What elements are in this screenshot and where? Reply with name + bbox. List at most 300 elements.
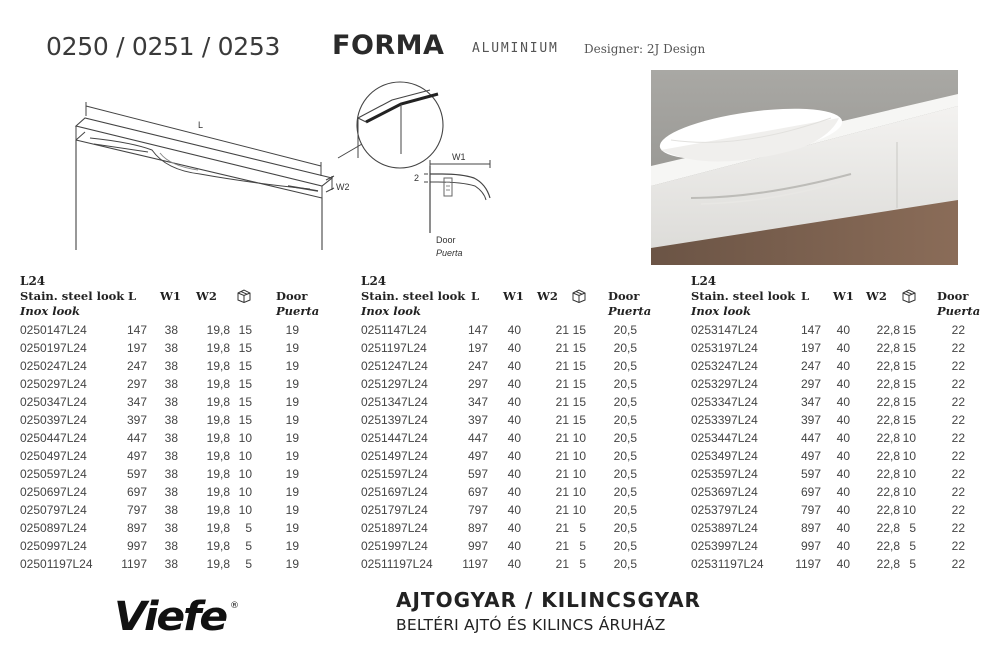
w2-value: 22,8 (876, 485, 900, 499)
w1-value: 40 (836, 359, 850, 373)
length-value: 697 (126, 485, 147, 499)
store-name: AJTOGYAR / KILINCSGYAR (396, 588, 701, 612)
table-row (20, 411, 325, 429)
table-row (20, 393, 325, 411)
length-value: 347 (126, 395, 147, 409)
length-value: 597 (800, 467, 821, 481)
w2-value: 22,8 (876, 323, 900, 337)
w2-value: 22,8 (876, 431, 900, 445)
box-icon (571, 289, 587, 303)
package-qty-value: 5 (245, 557, 252, 571)
table-header (691, 289, 996, 321)
length-value: 1197 (795, 557, 821, 571)
header (46, 30, 746, 66)
w2-value: 21 (555, 503, 569, 517)
door-value: 22 (951, 359, 965, 373)
w2-value: 22,8 (876, 341, 900, 355)
item-code: 0251347L24 (361, 395, 428, 409)
package-qty-value: 10 (572, 503, 586, 517)
header-door-sub: Puerta (937, 304, 981, 318)
table-row (361, 465, 666, 483)
w1-value: 38 (164, 485, 178, 499)
header-W2: W2 (537, 289, 558, 303)
length-value: 147 (126, 323, 147, 337)
table-row (691, 465, 996, 483)
w1-value: 40 (507, 341, 521, 355)
series-label: L24 (361, 274, 387, 288)
door-value: 20,5 (613, 503, 637, 517)
door-value: 22 (951, 539, 965, 553)
w2-value: 22,8 (876, 377, 900, 391)
package-qty-value: 15 (902, 323, 916, 337)
door-value: 19 (285, 503, 299, 517)
header-door: Door (608, 289, 640, 303)
length-value: 247 (126, 359, 147, 373)
w1-value: 40 (507, 431, 521, 445)
length-value: 597 (467, 467, 488, 481)
w1-value: 38 (164, 539, 178, 553)
door-value: 22 (951, 431, 965, 445)
table-row (691, 519, 996, 537)
door-value: 20,5 (613, 413, 637, 427)
w2-value: 22,8 (876, 557, 900, 571)
door-value: 22 (951, 521, 965, 535)
table-row (691, 321, 996, 339)
table-row (20, 519, 325, 537)
package-qty-value: 15 (572, 323, 586, 337)
item-code: 0251997L24 (361, 539, 428, 553)
length-value: 997 (126, 539, 147, 553)
table-row (691, 357, 996, 375)
length-value: 497 (126, 449, 147, 463)
w1-value: 40 (507, 359, 521, 373)
w1-value: 40 (507, 449, 521, 463)
w2-value: 19,8 (206, 341, 230, 355)
w1-value: 40 (507, 467, 521, 481)
table-header (361, 289, 666, 321)
item-code: 0251497L24 (361, 449, 428, 463)
table-row (691, 555, 996, 573)
door-value: 20,5 (613, 431, 637, 445)
table-row (361, 501, 666, 519)
w2-value: 22,8 (876, 413, 900, 427)
footer-store-text (396, 588, 716, 634)
length-value: 447 (467, 431, 488, 445)
item-code: 0251597L24 (361, 467, 428, 481)
length-value: 997 (467, 539, 488, 553)
item-code: 0250347L24 (20, 395, 87, 409)
product-material: ALUMINIUM (472, 41, 559, 56)
door-value: 22 (951, 467, 965, 481)
length-value: 197 (126, 341, 147, 355)
package-qty-value: 15 (572, 359, 586, 373)
length-value: 247 (467, 359, 488, 373)
header-door: Door (937, 289, 969, 303)
door-value: 20,5 (613, 539, 637, 553)
table-row (361, 321, 666, 339)
door-value: 19 (285, 485, 299, 499)
item-code: 0253997L24 (691, 539, 758, 553)
table-row (361, 357, 666, 375)
door-value: 22 (951, 557, 965, 571)
table-row (361, 393, 666, 411)
package-qty-value: 15 (238, 341, 252, 355)
door-value: 20,5 (613, 557, 637, 571)
w2-value: 19,8 (206, 449, 230, 463)
w1-value: 38 (164, 503, 178, 517)
w1-value: 40 (836, 485, 850, 499)
length-value: 347 (800, 395, 821, 409)
item-code: 0253397L24 (691, 413, 758, 427)
table-row (361, 411, 666, 429)
length-value: 197 (800, 341, 821, 355)
package-qty-value: 15 (238, 359, 252, 373)
door-value: 19 (285, 359, 299, 373)
w1-value: 38 (164, 323, 178, 337)
item-code: 0253497L24 (691, 449, 758, 463)
w2-value: 19,8 (206, 557, 230, 571)
package-qty-value: 10 (572, 449, 586, 463)
length-value: 247 (800, 359, 821, 373)
item-code: 0250597L24 (20, 467, 87, 481)
header-W1: W1 (503, 289, 524, 303)
package-qty-value: 10 (902, 485, 916, 499)
package-qty-value: 15 (238, 413, 252, 427)
drawing-label-door: Door (436, 235, 456, 245)
table-row (361, 339, 666, 357)
item-code: 0251147L24 (361, 323, 427, 337)
door-value: 19 (285, 539, 299, 553)
door-value: 22 (951, 485, 965, 499)
item-code: 0253597L24 (691, 467, 758, 481)
package-qty-value: 10 (572, 431, 586, 445)
door-value: 20,5 (613, 449, 637, 463)
item-code: 02511197L24 (361, 557, 433, 571)
door-value: 20,5 (613, 521, 637, 535)
box-icon (901, 289, 917, 303)
package-qty-value: 10 (572, 485, 586, 499)
w1-value: 40 (836, 521, 850, 535)
w2-value: 19,8 (206, 467, 230, 481)
length-value: 397 (126, 413, 147, 427)
w2-value: 19,8 (206, 359, 230, 373)
w2-value: 22,8 (876, 521, 900, 535)
w1-value: 40 (507, 377, 521, 391)
package-qty-value: 10 (902, 503, 916, 517)
package-qty-value: 5 (909, 539, 916, 553)
door-value: 19 (285, 521, 299, 535)
registered-mark: ® (230, 601, 239, 611)
package-qty-value: 10 (902, 431, 916, 445)
length-value: 297 (800, 377, 821, 391)
table-row (691, 537, 996, 555)
door-value: 19 (285, 431, 299, 445)
logo-wordmark: Viefe (114, 594, 227, 636)
dimension-label-W2: W2 (336, 182, 350, 192)
package-qty-value: 5 (245, 521, 252, 535)
w1-value: 40 (507, 485, 521, 499)
door-value: 19 (285, 557, 299, 571)
item-code: 0251697L24 (361, 485, 428, 499)
length-value: 297 (126, 377, 147, 391)
item-code: 0250447L24 (20, 431, 87, 445)
length-value: 347 (467, 395, 488, 409)
w1-value: 38 (164, 521, 178, 535)
w1-value: 40 (836, 557, 850, 571)
w2-value: 21 (555, 467, 569, 481)
w1-value: 40 (836, 449, 850, 463)
item-code: 0253297L24 (691, 377, 758, 391)
w2-value: 22,8 (876, 449, 900, 463)
package-qty-value: 5 (909, 557, 916, 571)
package-qty-value: 10 (238, 431, 252, 445)
header-L: L (801, 289, 810, 303)
header-finish: Stain. steel look (691, 289, 796, 303)
w2-value: 22,8 (876, 359, 900, 373)
w2-value: 19,8 (206, 521, 230, 535)
length-value: 897 (800, 521, 821, 535)
package-qty-value: 10 (238, 503, 252, 517)
door-value: 19 (285, 341, 299, 355)
header-finish-sub: Inox look (361, 304, 421, 318)
package-qty-value: 10 (902, 449, 916, 463)
door-value: 19 (285, 413, 299, 427)
header-L: L (471, 289, 480, 303)
header-W1: W1 (833, 289, 854, 303)
door-value: 22 (951, 341, 965, 355)
package-qty-value: 5 (579, 521, 586, 535)
store-tagline: BELTÉRI AJTÓ ÉS KILINCS ÁRUHÁZ (396, 616, 666, 634)
w1-value: 40 (507, 323, 521, 337)
door-value: 20,5 (613, 323, 637, 337)
w2-value: 19,8 (206, 485, 230, 499)
w1-value: 38 (164, 359, 178, 373)
w2-value: 19,8 (206, 503, 230, 517)
w1-value: 40 (507, 395, 521, 409)
door-value: 20,5 (613, 377, 637, 391)
length-value: 447 (800, 431, 821, 445)
w1-value: 40 (836, 395, 850, 409)
table-row (20, 429, 325, 447)
length-value: 147 (800, 323, 821, 337)
w1-value: 40 (836, 539, 850, 553)
package-qty-value: 10 (238, 485, 252, 499)
item-code: 0253897L24 (691, 521, 758, 535)
table-row (20, 321, 325, 339)
item-code: 0251197L24 (361, 341, 427, 355)
w2-value: 22,8 (876, 539, 900, 553)
length-value: 397 (467, 413, 488, 427)
w1-value: 40 (836, 341, 850, 355)
item-code: 0253347L24 (691, 395, 758, 409)
item-code: 0250697L24 (20, 485, 87, 499)
viefe-logo (114, 594, 244, 636)
w1-value: 38 (164, 377, 178, 391)
package-qty-value: 15 (238, 395, 252, 409)
w2-value: 19,8 (206, 377, 230, 391)
w1-value: 40 (836, 503, 850, 517)
item-code: 0250397L24 (20, 413, 87, 427)
length-value: 197 (467, 341, 488, 355)
length-value: 897 (126, 521, 147, 535)
length-value: 1197 (121, 557, 147, 571)
series-label: L24 (20, 274, 46, 288)
table-row (361, 429, 666, 447)
package-qty-value: 10 (572, 467, 586, 481)
item-code: 0251397L24 (361, 413, 428, 427)
length-value: 797 (467, 503, 488, 517)
door-value: 19 (285, 395, 299, 409)
table-row (20, 555, 325, 573)
door-value: 20,5 (613, 395, 637, 409)
door-value: 20,5 (613, 341, 637, 355)
table-row (20, 537, 325, 555)
package-qty-value: 5 (909, 521, 916, 535)
w1-value: 40 (836, 431, 850, 445)
w1-value: 40 (836, 467, 850, 481)
package-qty-value: 15 (902, 395, 916, 409)
w2-value: 21 (555, 431, 569, 445)
length-value: 997 (800, 539, 821, 553)
package-qty-value: 10 (902, 467, 916, 481)
header-W2: W2 (196, 289, 217, 303)
door-value: 22 (951, 413, 965, 427)
package-qty-value: 10 (238, 467, 252, 481)
length-value: 597 (126, 467, 147, 481)
spec-table-0250 (20, 274, 325, 573)
table-row (20, 465, 325, 483)
length-value: 897 (467, 521, 488, 535)
package-qty-value: 15 (902, 341, 916, 355)
header-door: Door (276, 289, 308, 303)
package-qty-value: 15 (902, 359, 916, 373)
package-qty-value: 15 (238, 323, 252, 337)
package-qty-value: 5 (579, 539, 586, 553)
product-codes: 0250 / 0251 / 0253 (46, 32, 281, 61)
length-value: 797 (126, 503, 147, 517)
package-qty-value: 5 (245, 539, 252, 553)
w1-value: 40 (507, 503, 521, 517)
table-row (691, 375, 996, 393)
w1-value: 38 (164, 413, 178, 427)
item-code: 0253447L24 (691, 431, 758, 445)
package-qty-value: 15 (572, 377, 586, 391)
w1-value: 40 (836, 413, 850, 427)
designer-credit: Designer: 2J Design (584, 42, 706, 56)
w1-value: 38 (164, 467, 178, 481)
package-qty-value: 15 (572, 395, 586, 409)
door-value: 22 (951, 323, 965, 337)
w1-value: 38 (164, 341, 178, 355)
w1-value: 40 (507, 539, 521, 553)
door-value: 20,5 (613, 467, 637, 481)
door-value: 20,5 (613, 359, 637, 373)
door-value: 19 (285, 323, 299, 337)
series-label: L24 (691, 274, 717, 288)
header-finish-sub: Inox look (691, 304, 751, 318)
header-finish: Stain. steel look (361, 289, 466, 303)
item-code: 0250297L24 (20, 377, 87, 391)
dimension-label-L: L (198, 120, 204, 130)
w1-value: 38 (164, 449, 178, 463)
item-code: 0251447L24 (361, 431, 428, 445)
table-row (691, 483, 996, 501)
w2-value: 21 (555, 341, 569, 355)
table-row (20, 483, 325, 501)
item-code: 0251247L24 (361, 359, 428, 373)
spec-table-0251 (361, 274, 666, 573)
w2-value: 22,8 (876, 503, 900, 517)
w2-value: 19,8 (206, 413, 230, 427)
door-value: 19 (285, 467, 299, 481)
w2-value: 21 (555, 359, 569, 373)
drawing-label-puerta: Puerta (436, 248, 463, 258)
dimension-label-W1: W1 (452, 152, 466, 162)
length-value: 497 (467, 449, 488, 463)
package-qty-value: 15 (902, 377, 916, 391)
w1-value: 40 (507, 521, 521, 535)
dimension-label-2: 2 (414, 173, 420, 183)
header-door-sub: Puerta (608, 304, 652, 318)
item-code: 0253247L24 (691, 359, 758, 373)
item-code: 0251897L24 (361, 521, 428, 535)
w2-value: 19,8 (206, 323, 230, 337)
table-row (20, 501, 325, 519)
w1-value: 38 (164, 557, 178, 571)
w2-value: 21 (555, 485, 569, 499)
w2-value: 19,8 (206, 539, 230, 553)
package-qty-value: 15 (572, 341, 586, 355)
table-row (361, 555, 666, 573)
item-code: 0253197L24 (691, 341, 758, 355)
item-code: 0253697L24 (691, 485, 758, 499)
item-code: 0250497L24 (20, 449, 87, 463)
table-row (691, 429, 996, 447)
table-row (20, 375, 325, 393)
product-photo (651, 70, 958, 265)
w1-value: 40 (836, 323, 850, 337)
door-value: 22 (951, 449, 965, 463)
table-row (691, 411, 996, 429)
table-row (691, 393, 996, 411)
item-code: 0250797L24 (20, 503, 87, 517)
table-row (361, 537, 666, 555)
box-icon (236, 289, 252, 303)
table-row (20, 357, 325, 375)
item-code: 0253147L24 (691, 323, 758, 337)
item-code: 02501197L24 (20, 557, 93, 571)
length-value: 297 (467, 377, 488, 391)
length-value: 697 (467, 485, 488, 499)
w1-value: 40 (836, 377, 850, 391)
table-row (361, 447, 666, 465)
length-value: 797 (800, 503, 821, 517)
w2-value: 21 (555, 557, 569, 571)
table-row (361, 375, 666, 393)
w1-value: 38 (164, 395, 178, 409)
table-row (691, 339, 996, 357)
package-qty-value: 10 (238, 449, 252, 463)
header-W2: W2 (866, 289, 887, 303)
door-value: 22 (951, 503, 965, 517)
w1-value: 40 (507, 413, 521, 427)
item-code: 0250997L24 (20, 539, 87, 553)
door-value: 19 (285, 377, 299, 391)
item-code: 0250897L24 (20, 521, 87, 535)
package-qty-value: 15 (238, 377, 252, 391)
w2-value: 21 (555, 395, 569, 409)
item-code: 02531197L24 (691, 557, 764, 571)
